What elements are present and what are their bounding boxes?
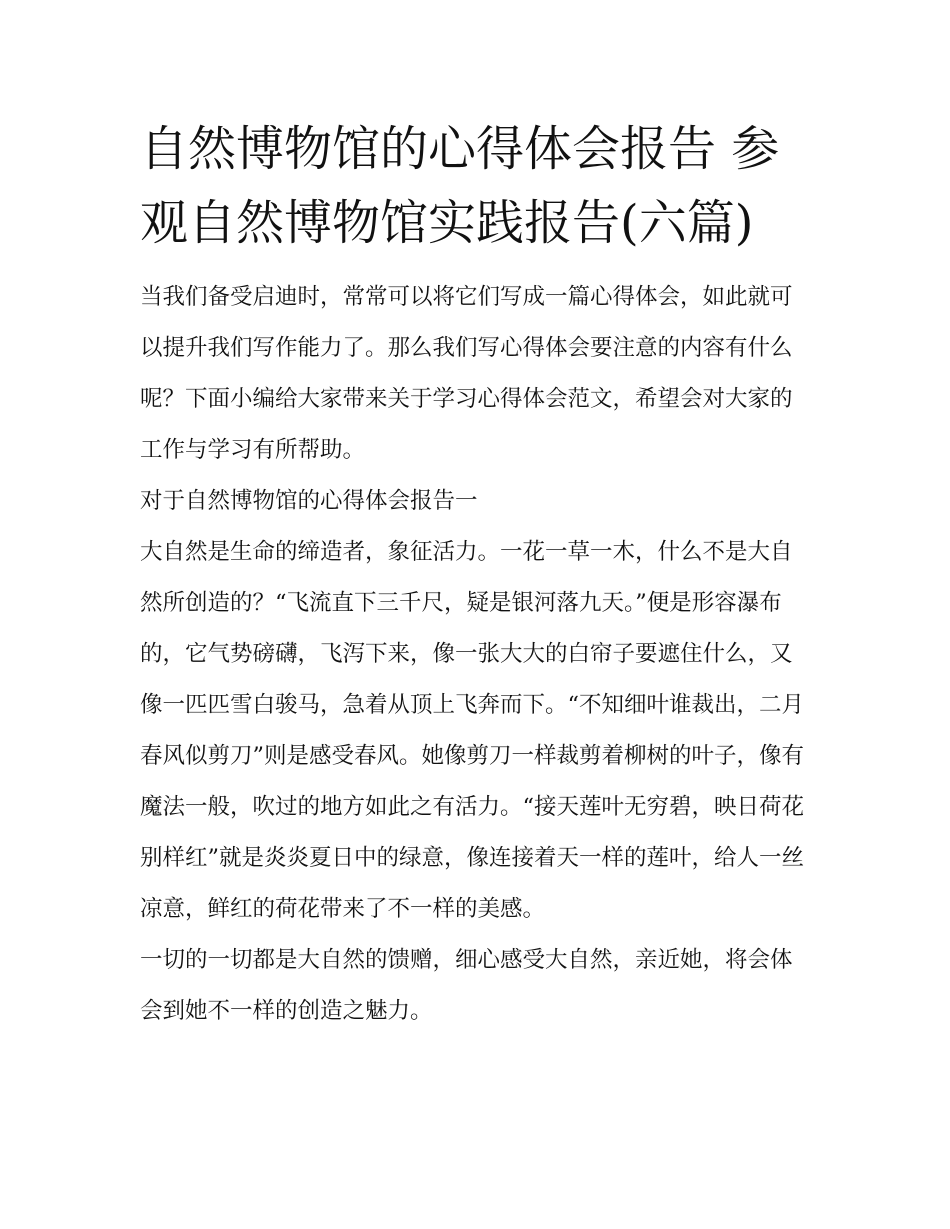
intro-paragraph: 当我们备受启迪时，常常可以将它们写成一篇心得体会，如此就可以提升我们写作能力了。那么我们写心得体会要注意的内容有什么呢？下面小编给大家带来关于学习心得体会范文，希望会对大家的工作与学习有所帮助。: [140, 284, 793, 463]
document-title: 自然博物馆的心得体会报告 参观自然博物馆实践报告(六篇): [140, 121, 780, 251]
document-body: [140, 272, 812, 1037]
body-paragraph: 大自然是生命的缔造者，象征活力。一花一草一木，什么不是大自然所创造的？“飞流直下三千尺，疑是银河落九天。”便是形容瀑布的，它气势磅礴，飞泻下来，像一张大大的白帘子要遮住什么，又像一匹匹雪白骏马，急着从顶上飞奔而下。“不知细叶谁裁出，二月春风似剪刀”则是感受春风。她像剪刀一样裁剪着柳树的叶子，像有魔法一般，吹过的地方如此之有活力。“接天莲叶无穷碧，映日荷花别样红”就是炎炎夏日中的绿意，像连接着天一样的莲叶，给人一丝凉意，鲜红的荷花带来了不一样的美感。: [140, 539, 805, 922]
closing-paragraph: 一切的一切都是大自然的馈赠，细心感受大自然，亲近她，将会体会到她不一样的创造之魅力。: [140, 947, 793, 1024]
document-page: [140, 112, 812, 1037]
section-heading: 对于自然博物馆的心得体会报告一: [140, 488, 478, 514]
